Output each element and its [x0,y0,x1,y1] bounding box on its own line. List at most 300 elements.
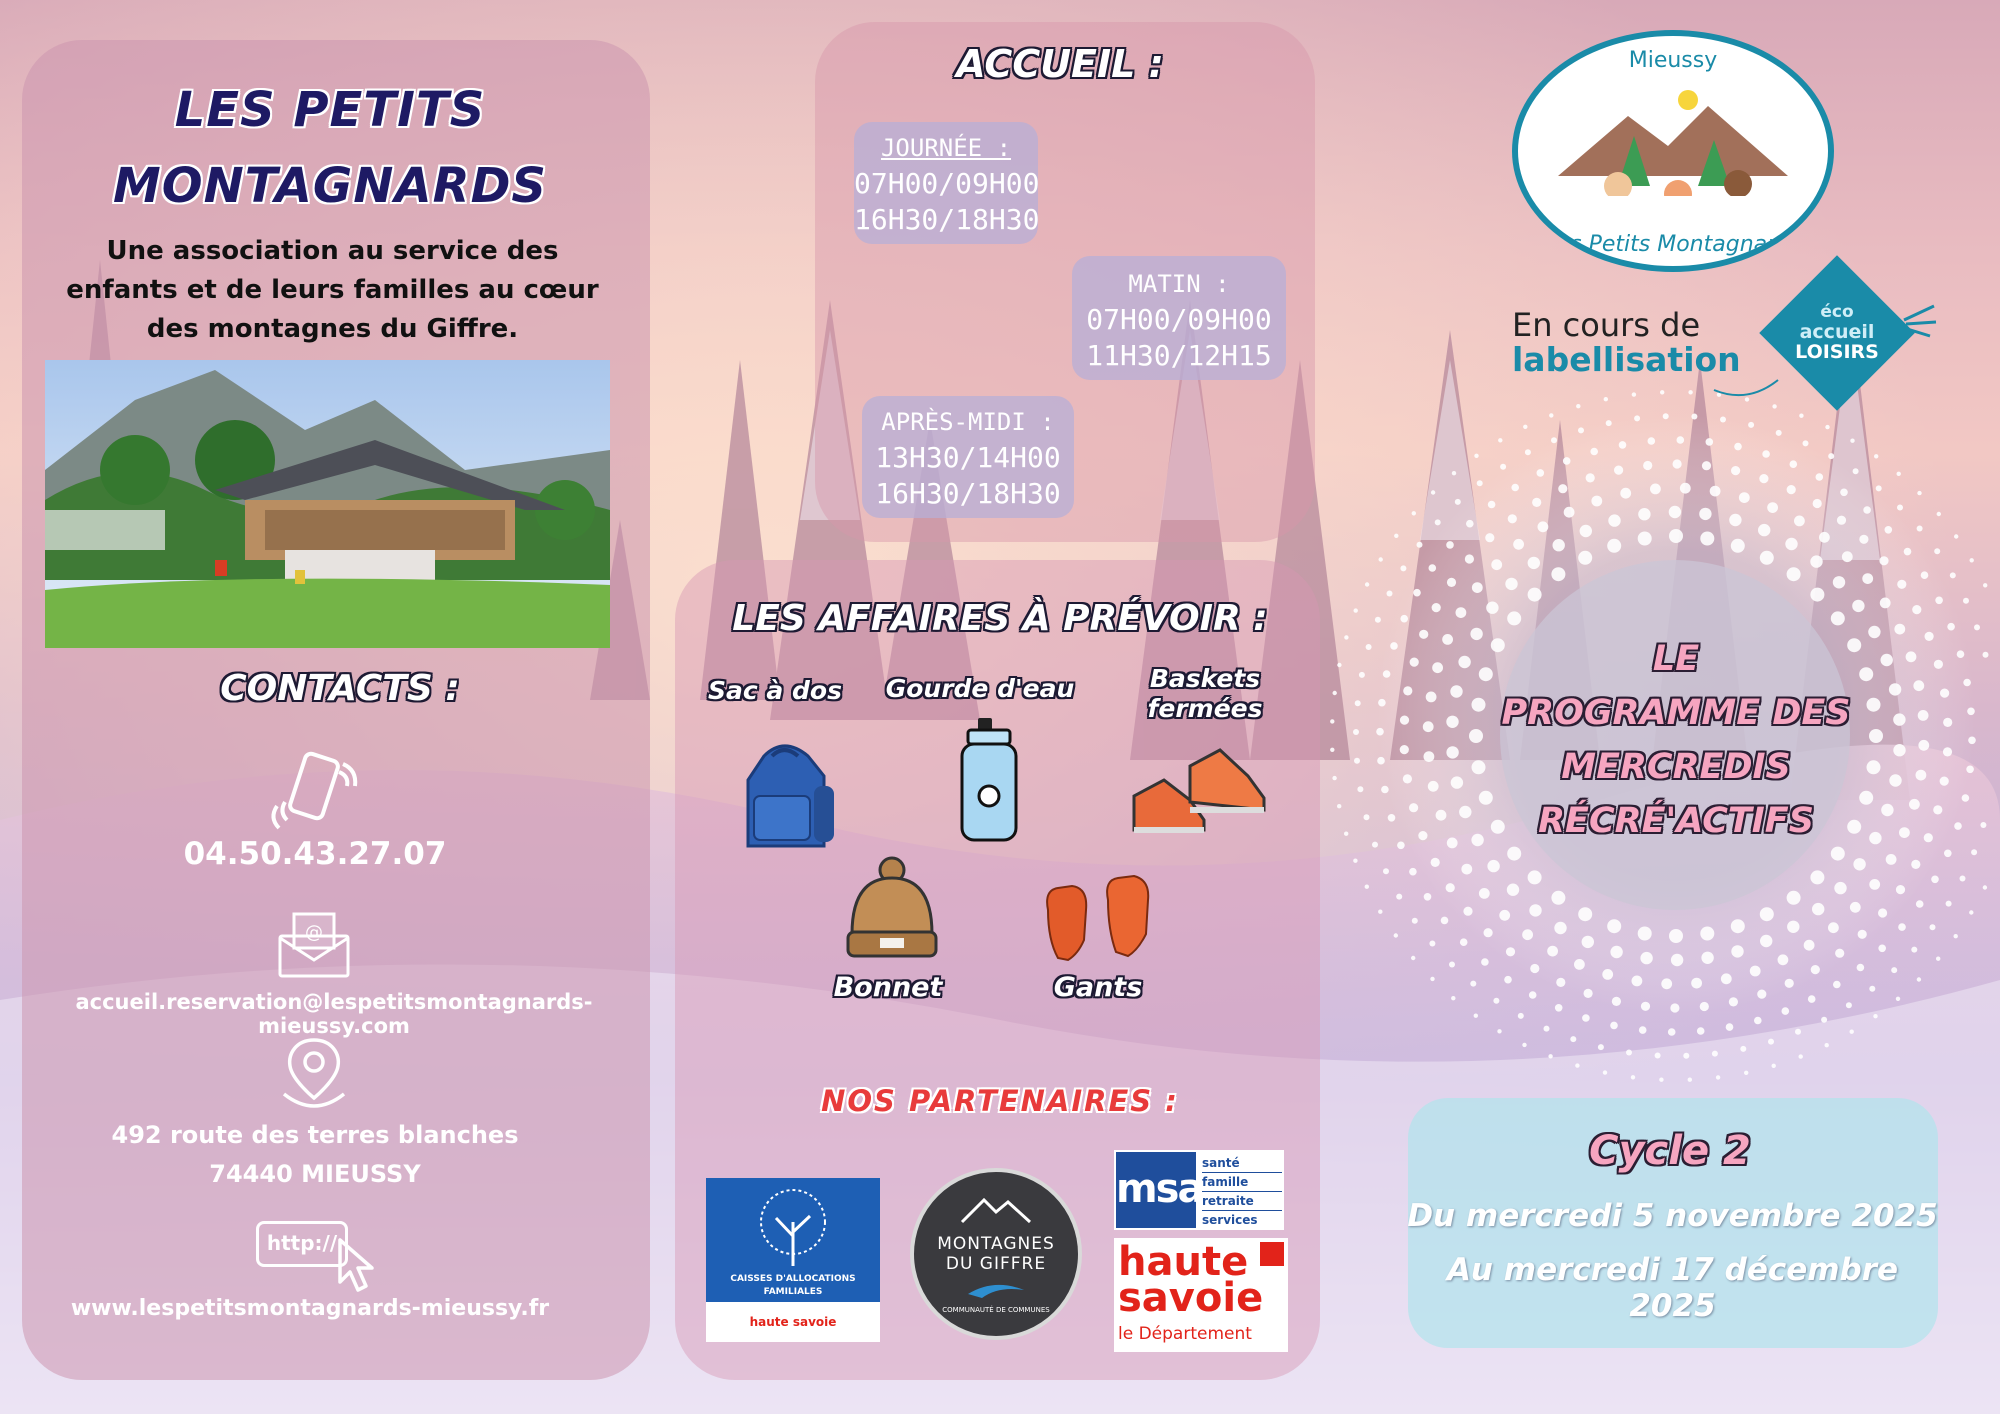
sparkle-dot [1364,814,1370,820]
sparkle-dot [1449,962,1455,968]
sparkle-dot [1620,488,1631,499]
sparkle-dot [1898,923,1906,931]
hours-apres-midi [862,396,1074,518]
sparkle-dot [1604,397,1608,401]
sparkle-dot [1580,525,1592,537]
sparkle-dot [1720,417,1726,423]
caf-sub-label: haute savoie [749,1315,837,1329]
logo-top-text: Mieussy [1628,48,1718,73]
sparkle-dot [1507,847,1521,861]
sparkle-dot [1799,414,1803,418]
giffre-ring: COMMUNAUTÉ DE COMMUNES [942,1306,1050,1314]
sparkle-dot [1507,884,1519,896]
sparkle-dot [1522,929,1533,940]
sparkle-dot [1669,506,1681,518]
sparkle-dot [1409,803,1418,812]
sparkle-dot [1734,443,1742,451]
msa-line-1: santé [1202,1154,1282,1173]
sparkle-dot [1691,414,1697,420]
sparkle-dot [1661,978,1672,989]
sparkle-dot [1669,929,1683,943]
giffre-logo [910,1168,1082,1340]
sparkle-dot [1419,630,1428,639]
sparkle-dot [1980,822,1986,828]
sparkle-dot [1760,907,1774,921]
address-line-1: 492 route des terres blanches [111,1121,519,1149]
sparkle-dot [1810,870,1824,884]
sparkle-dot [1913,680,1924,691]
sparkle-dot [1607,919,1621,933]
sparkle-dot [1983,652,1989,658]
sparkle-dot [1564,507,1575,518]
phone-icon [265,748,365,836]
sparkle-dot [1472,582,1483,593]
sparkle-dot [1748,422,1754,428]
sparkle-dot [1729,997,1738,1006]
sparkle-dot [1465,554,1474,563]
sparkle-dot [1937,512,1941,516]
sparkle-dot [1365,582,1369,586]
sparkle-dot [1650,484,1661,495]
sparkle-dot [1934,660,1943,669]
sparkle-dot [1423,721,1434,732]
cursor-icon [336,1236,380,1294]
sparkle-dot [1463,907,1472,916]
sparkle-dot [1578,907,1592,921]
sparkle-dot [1842,551,1853,562]
sparkle-dot [1850,902,1861,913]
sparkle-dot [1474,454,1478,458]
backpack-icon [724,736,844,856]
labellisation-line-2: labellisation [1512,340,1741,379]
sparkle-dot [1787,921,1799,933]
sparkle-dot [1582,1014,1590,1022]
sparkle-dot [1634,415,1640,421]
hours-apres-midi-label: APRÈS-MIDI : [881,408,1055,436]
sparkle-dot [1944,850,1952,858]
sparkle-dot [1619,441,1627,449]
sparkle-dot [1429,941,1435,947]
sparkle-dot [1584,989,1593,998]
sparkle-dot [1608,514,1620,526]
sparkle-dot [1983,885,1987,889]
contacts-heading: CONTACTS : [220,668,460,709]
item-label-gourde: Gourde d'eau [885,674,1075,703]
sparkle-dot [1819,532,1830,543]
sparkle-dot [1858,930,1867,939]
sparkle-dot [1556,978,1565,987]
sparkle-dot [1447,578,1456,587]
sparkle-dot [1804,940,1815,951]
sparkle-dot [1607,539,1621,553]
msa-line-3: retraite [1202,1192,1282,1211]
sparkle-dot [1486,602,1498,614]
sparkle-dot [1897,505,1903,511]
item-label-gants: Gants [1053,972,1143,1003]
sparkle-dot [1591,496,1602,507]
sparkle-dot [1372,842,1378,848]
sparkle-dot [1447,838,1458,849]
sparkle-dot [1702,461,1711,470]
sparkle-dot [1869,879,1880,890]
sparkle-dot [1876,485,1882,491]
sparkle-dot [1481,958,1489,966]
sparkle-dot [1850,439,1854,443]
sparkle-lines-icon [1900,300,1940,340]
sparkle-dot [1430,977,1434,981]
sparkle-dot [1523,425,1527,429]
sparkle-dot [1400,716,1409,725]
sparkle-dot [1344,635,1348,639]
sparkle-dot [1840,489,1848,497]
gloves-icon [1038,870,1158,966]
sparkle-dot [1639,1026,1647,1034]
mieussy-logo [1512,30,1834,272]
sparkle-dot [1803,440,1809,446]
sparkle-dot [1442,634,1453,645]
sparkle-dot [1383,868,1389,874]
sparkle-dot [1886,854,1897,865]
sparkle-dot [1954,934,1958,938]
caf-line-2: FAMILIALES [763,1287,823,1297]
sparkle-dot [1508,514,1517,523]
sparkle-dot [1812,903,1824,915]
sparkle-dot [1354,758,1360,764]
sparkle-dot [1799,1054,1803,1058]
programme-title [1476,632,1876,848]
sparkle-dot [1558,484,1567,493]
hs-line-3: le Département [1118,1324,1252,1344]
sparkle-dot [1700,927,1714,941]
haute-savoie-logo [1114,1238,1288,1352]
sparkle-dot [1574,959,1585,970]
sparkle-dot [1555,1004,1563,1012]
sparkle-dot [1511,484,1519,492]
caf-logo [706,1178,880,1342]
sparkle-dot [1787,485,1796,494]
sparkle-dot [1810,555,1822,567]
sparkle-dot [1446,716,1458,728]
sparkle-dot [1431,858,1440,867]
sparkle-dot [1885,526,1893,534]
programme-line-4: RÉCRÉ'ACTIFS [1538,801,1814,841]
svg-text:@: @ [305,922,323,943]
msa-mark [1116,1152,1203,1228]
affaires-heading: LES AFFAIRES À PRÉVOIR : [732,598,1268,639]
sparkle-dot [1853,468,1859,474]
sparkle-dot [1896,885,1905,894]
sparkle-dot [1852,600,1864,612]
sparkle-dot [1816,473,1824,481]
sparkle-dot [1626,1050,1632,1056]
sparkle-dot [1760,551,1774,565]
sparkle-dot [1739,492,1750,503]
sparkle-dot [1731,945,1743,957]
sparkle-dot [1375,617,1381,623]
sparkle-dot [1904,548,1912,556]
sparkle-dot [1499,910,1510,921]
sparkle-dot [1376,728,1384,736]
sparkle-dot [1400,565,1406,571]
sparkle-dot [1412,918,1418,924]
sparkle-dot [1760,935,1772,947]
sparkle-dot [1731,539,1745,553]
sparkle-dot [1344,832,1348,836]
sparkle-dot [1787,891,1801,905]
sparkle-dot [1940,777,1949,786]
sparkle-dot [1947,623,1955,631]
sparkle-dot [1532,498,1541,507]
sparkle-dot [1757,990,1766,999]
sparkle-dot [1403,686,1412,695]
sparkle-dot [1878,945,1886,953]
sparkle-dot [1859,535,1868,544]
sparkle-dot [1455,499,1461,505]
sparkle-dot [1529,904,1541,916]
sparkle-dot [1641,1002,1650,1011]
sparkle-dot [1700,532,1714,546]
sparkle-dot [1638,927,1652,941]
sparkle-dot [1403,774,1412,783]
logo-arc-text: Les Petits Montagnards [1544,232,1802,257]
sparkle-dot [1547,946,1558,957]
sparkle-dot [1716,1075,1720,1079]
sparkle-dot [1758,524,1770,536]
sparkle-dot [1889,774,1901,786]
sparkle-dot [1659,1078,1663,1082]
sparkle-dot [1828,453,1834,459]
sparkle-dot [1487,860,1499,872]
sparkle-dot [1446,883,1455,892]
sparkle-dot [1917,977,1921,981]
hs-line-1: haute [1118,1239,1249,1285]
sparkle-dot [1878,908,1887,917]
sparkle-dot [1669,529,1683,543]
sparkle-dot [1762,450,1770,458]
sparkle-dot [1831,611,1845,625]
sparkle-dot [1413,589,1421,597]
sparkle-dot [1429,564,1437,572]
sparkle-dot [1484,928,1493,937]
sparkle-dot [1474,1014,1478,1018]
sparkle-dot [1451,996,1455,1000]
sparkle-dot [1954,822,1962,830]
sparkle-dot [1897,472,1901,476]
sparkle-dot [1390,642,1398,650]
association-title [60,72,600,224]
sparkle-dot [1879,556,1888,565]
sparkle-dot [1330,748,1334,752]
sparkle-dot [1576,404,1580,408]
sparkle-dot [1612,997,1621,1006]
sparkle-dot [1507,611,1521,625]
item-label-baskets: Baskets fermées [1147,664,1263,723]
sparkle-dot [1530,964,1539,973]
sparkle-dot [1869,986,1875,992]
sparkle-dot [1891,967,1897,973]
sparkle-dot [1933,805,1942,814]
sparkle-dot [1963,679,1971,687]
hours-matin-line2: 11H30/12H15 [1086,339,1272,372]
title-line-1: LES PETITS [174,82,486,138]
sparkle-dot [1857,964,1865,972]
sparkle-dot [1538,521,1549,532]
sparkle-dot [1424,751,1435,762]
sparkle-dot [1909,799,1920,810]
sparkle-dot [1962,794,1970,802]
sparkle-dot [1505,578,1517,590]
hours-matin-label: MATIN : [1128,270,1230,298]
sparkle-dot [1428,781,1439,792]
sparkle-dot [1333,691,1337,695]
sparkle-dot [1397,842,1405,850]
sparkle-dot [1688,1078,1692,1082]
sparkle-dot [1759,474,1768,483]
website-link[interactable]: www.lespetitsmontagnards-mieussy.fr [70,1296,550,1321]
sparkle-dot [1731,919,1745,933]
sparkle-dot [1772,1064,1776,1068]
sparkle-dot [1570,1036,1576,1042]
msa-lines [1202,1154,1282,1229]
sparkle-dot [1863,506,1871,514]
sparkle-dot [1500,464,1506,470]
sparkle-dot [1700,1002,1709,1011]
sparkle-dot [1426,692,1437,703]
sparkle-dot [1379,557,1383,561]
sparkle-dot [1353,859,1357,863]
sparkle-dot [1712,1051,1718,1057]
water-bottle-icon [954,716,1024,846]
sparkle-dot [1528,588,1542,602]
sparkle-dot [1918,710,1929,721]
sparkle-dot [1862,573,1873,584]
sparkle-dot [1881,654,1893,666]
sparkle-dot [1966,766,1974,774]
sparkle-dot [1668,1028,1676,1036]
sparkle-dot [1432,662,1443,673]
sparkle-dot [1936,957,1940,961]
sparkle-dot [1671,954,1683,966]
cycle-title: Cycle 2 [1589,1128,1751,1174]
cycle-from: Du mercredi 5 novembre 2025 [1407,1198,1938,1234]
badge-line-3: LOISIRS [1795,341,1879,363]
hours-apres-midi-line1: 13H30/14H00 [875,441,1061,474]
sparkle-dot [1835,949,1844,958]
sparkle-dot [1916,770,1927,781]
item-label-bonnet: Bonnet [833,972,943,1003]
sparkle-dot [1400,615,1408,623]
sparkle-dot [1400,745,1409,754]
sparkle-dot [1896,997,1900,1001]
sparkle-dot [1894,624,1905,635]
sparkle-dot [1435,519,1441,525]
sparkle-dot [1963,598,1969,604]
sparkle-dot [1924,833,1933,842]
msa-logo [1114,1150,1284,1230]
sparkle-dot [1332,776,1336,780]
mountain-mark-icon [960,1194,1032,1224]
title-line-2: MONTAGNARDS [113,158,547,214]
sparkle-dot [1551,437,1557,443]
sparkle-dot [1582,936,1594,948]
sparkle-dot [1833,576,1845,588]
sparkle-dot [1969,910,1973,914]
sparkle-dot [1967,708,1975,716]
sparkle-dot [1378,910,1382,914]
giffre-line-1: MONTAGNES [937,1234,1055,1254]
sparkle-dot [1456,607,1467,618]
sparkle-dot [1590,448,1598,456]
sparkle-dot [1466,520,1474,528]
sparkle-dot [1729,514,1741,526]
sparkle-dot [1808,995,1816,1003]
sparkle-dot [1410,658,1419,667]
msa-line-4: services [1202,1213,1258,1227]
sparkle-dot [1917,526,1923,532]
sparkle-dot [1381,786,1389,794]
sparkle-dot [1330,719,1334,723]
sparkle-dot [1528,557,1540,569]
sparkle-dot [1663,413,1669,419]
sparkle-dot [1586,473,1595,482]
partenaires-heading: NOS PARTENAIRES : [821,1084,1179,1118]
sparkle-dot [1889,683,1901,695]
sparkle-dot [1506,947,1515,956]
sparkle-dot [1450,685,1462,697]
sparkle-dot [1918,740,1929,751]
mountains-icon [1558,76,1788,196]
email-address[interactable]: accueil.reservation@lespetitsmontagnards-mieussy.com [75,990,593,1038]
url-chip-label: http:// [266,1231,338,1255]
sparkle-dot [1563,457,1571,465]
sparkle-dot [1810,588,1824,602]
address-line-2: 74440 MIEUSSY [209,1160,421,1188]
programme-line-1: LE [1652,639,1700,679]
arrow-swoosh-icon [1712,370,1782,400]
sparkle-dot [1660,390,1664,394]
sparkle-dot [1940,689,1949,698]
sparkle-dot [1578,551,1592,565]
sparkle-dot [1551,891,1565,905]
sparkle-dot [1409,868,1417,876]
sparkle-dot [1957,650,1965,658]
sparkle-dot [1787,567,1801,581]
sparkle-dot [1825,425,1829,429]
sparkle-dot [1353,729,1359,735]
sparkle-dot [1648,437,1656,445]
badge-line-2: accueil [1799,321,1875,343]
phone-number[interactable]: 04.50.43.27.07 [183,836,447,872]
sparkle-dot [1677,436,1685,444]
sparkle-dot [1458,656,1470,668]
sparkle-dot [1911,860,1920,869]
sparkle-dot [1610,1022,1618,1030]
sparkle-dot [1683,1053,1689,1059]
sparkle-dot [1513,539,1524,550]
hours-journee [854,122,1038,244]
sparkle-dot [1412,511,1416,515]
sparkle-dot [1411,956,1415,960]
sparkle-dot [1911,947,1917,953]
sparkle-dot [1935,597,1943,605]
sparkle-dot [1943,747,1952,756]
swoosh-icon [964,1276,1028,1306]
accueil-heading: ACCUEIL : [956,42,1164,86]
sparkle-dot [1925,632,1934,641]
sparkle-dot [1846,1002,1852,1008]
sparkle-dot [1655,1053,1661,1059]
sparkle-dot [1388,814,1396,822]
